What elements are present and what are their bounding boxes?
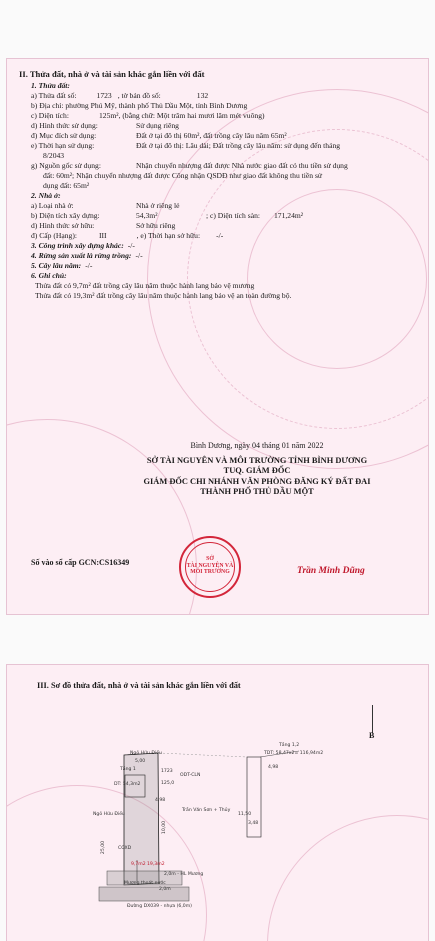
road-strip [99,887,189,901]
ownership-row: d) Hình thức sở hữu: Sở hữu riêng [31,221,176,231]
ditch-note-label: 2,0m - HL Mương [164,872,204,877]
dim-498a: 4,98 [155,798,166,803]
map-label: , tờ bản đồ số: [117,91,161,101]
issue-date: Bình Dương, ngày 04 tháng 01 năm 2022 [190,441,324,450]
certificate-page-2 [6,58,429,615]
item-5-row: 5. Cây lâu năm: -/- [31,261,93,271]
certificate-page-3 [6,664,429,941]
official-seal: SỞ TÀI NGUYÊN VÀ MÔI TRƯỜNG [179,536,241,598]
origin-value-cont: đất: 60m²; Nhận chuyển nhượng đất được Công nhận QSDĐ như giao đất không thu tiền sử [43,171,323,181]
area-row: c) Diện tích: 125m², (bằng chữ: Một trăm hai mươi lăm mét vuông) [31,111,265,121]
notes-heading: 6. Ghi chú: [31,271,67,281]
dim-10: 10,00 [162,820,168,835]
dim-2m: 2,0m [159,887,171,892]
origin-row: g) Nguồn gốc sử dụng: Nhận chuyển nhượng đất được Nhà nước giao đất có thu tiền sử dụng [31,161,348,171]
term-row: e) Thời hạn sử dụng: Đất ở tại đô thị: Lâu dài; Đất trồng cây lâu năm: sử dụng đến tháng [31,141,341,151]
land-info [31,81,421,301]
floor12-area-label: TDT: 58,47x2= 116,94m2 [264,751,324,756]
parcel-label: a) Thửa đất số: [31,91,77,101]
dim-5: 5,00 [135,759,146,764]
book-number: Số vào sổ cấp GCN:CS16349 [31,558,130,567]
dim-348: 3,48 [248,821,259,826]
parcel-row [31,91,421,101]
seal-ring [185,542,235,592]
term-value-cont: 8/2043 [43,151,65,161]
house-build-area: 54,3m² [136,211,158,221]
ownership-value: Sở hữu riêng [136,221,176,231]
house-type-value: Nhà ở riêng lẻ [136,201,180,211]
road-left-label: Ngõ Hữu Điều [93,812,125,817]
address-row: b) Địa chỉ: phường Phú Mỹ, thành phố Thủ Dầu Một, tỉnh Bình Dương [31,101,248,111]
dim-1150: 11,50 [238,812,252,817]
agency-authority: TUQ. GIÁM ĐỐC [223,466,291,476]
origin-value: Nhận chuyển nhượng đất được Nhà nước giao đất có thu tiền sử dụng [136,161,348,171]
neighbor-line [159,753,247,757]
agency-name: SỞ TÀI NGUYÊN VÀ MÔI TRƯỜNG TỈNH BÌNH DƯƠNG [146,455,368,465]
parcel-area-label: 125,0 [161,781,175,786]
house-floor-area: 171,24m² [273,211,304,221]
corridor2-label: 19,3m2 [147,862,165,867]
parcel-use-label: ODT-CLN [180,773,201,778]
parcel-number: 1723 [96,91,112,101]
floor12-label: Tầng 1,2 [279,743,300,748]
grade-row: đ) Cấp (Hạng): III , e) Thời hạn sở hữu: -/- [31,231,224,241]
signature-block [107,441,407,498]
area-value: 125m², (bằng chữ: Một trăm hai mươi lăm mét vuông) [99,111,265,121]
road-top-label: Ngõ Hữu Điều [130,751,162,756]
floor1-area-label: DT: 54,3m2 [114,782,141,787]
note-1: Thửa đất có 9,7m² đất trồng cây lâu năm thuộc hành lang bảo vệ mương [35,281,255,291]
coxd-label: COXD [118,846,132,851]
ownership-term-value: -/- [216,231,224,241]
map-number: 132 [196,91,209,101]
purpose-value: Đất ở tại đô thị 60m², đất trồng cây lâu năm 65m² [136,131,287,141]
ditch-label: Mương thoát nước [124,881,166,886]
purpose-row: đ) Mục đích sử dụng: Đất ở tại đô thị 60m², đất trồng cây lâu năm 65m² [31,131,287,141]
origin-value-cont2: dụng đất: 65m² [43,181,90,191]
corridor1-label: 9,7m2 [131,862,146,867]
house-heading: 2. Nhà ở: [31,191,61,201]
parcel-plan [7,665,429,941]
road-bottom-label: Đường DX039 - nhựa (6,0m) [127,904,192,909]
signer-signature: Trần Minh Dũng [297,566,365,576]
term-value: Đất ở tại đô thị: Lâu dài; Đất trồng cây lâu năm: sử dụng đến tháng [136,141,341,151]
note-2: Thửa đất có 19,3m² đất trồng cây lâu năm thuộc hành lang bảo vệ an toàn đường bộ. [35,291,292,301]
parcel-number-label: 1723 [161,769,173,774]
dim-498b: 4,98 [268,765,279,770]
neighbor-label: Trần Văn Sơn + Thủy [182,808,231,813]
usage-form-value: Sử dụng riêng [136,121,179,131]
dim-25: 25,00 [101,840,107,855]
branch-city: THÀNH PHỐ THỦ DẦU MỘT [200,487,314,497]
grade-value: III [99,231,107,241]
section-3-title: III. Sơ đồ thửa đất, nhà ở và tài sản khác gắn liền với đất [37,681,241,690]
house-type-row: a) Loại nhà ở: Nhà ở riêng lẻ [31,201,180,211]
land-heading: 1. Thửa đất: [31,81,70,90]
item-3-row: 3. Công trình xây dựng khác: -/- [31,241,135,251]
house-area-row: b) Diện tích xây dựng: 54,3m² ; c) Diện tích sàn: 171,24m² [31,211,304,221]
usage-form-row: d) Hình thức sử dụng: Sử dụng riêng [31,121,179,131]
item-4-row: 4. Rừng sản xuất là rừng trồng: -/- [31,251,143,261]
floor1-label: Tầng 1 [120,767,136,772]
section-2-title: II. Thửa đất, nhà ở và tài sản khác gắn liền với đất [19,69,205,79]
north-arrow-label: B [369,731,375,740]
branch-director: GIÁM ĐỐC CHI NHÁNH VĂN PHÒNG ĐĂNG KÝ ĐẤT ĐAI [143,476,371,486]
